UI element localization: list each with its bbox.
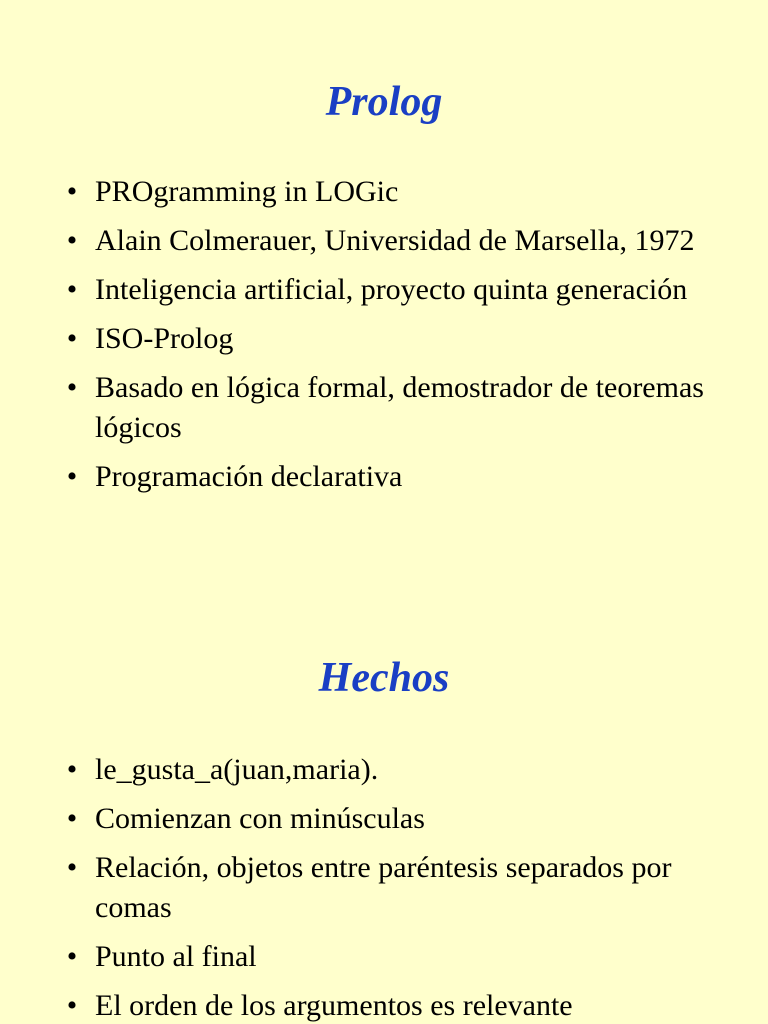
bullet-icon: •	[66, 802, 78, 835]
bullet-icon: •	[66, 940, 78, 973]
bullet-text: Alain Colmerauer, Universidad de Marsella, 1972	[95, 224, 695, 257]
bullet-item	[0, 848, 768, 928]
bullet-icon: •	[66, 175, 78, 208]
bullet-item	[0, 986, 768, 1024]
bullet-item	[0, 221, 768, 261]
bullet-item	[0, 937, 768, 977]
bullet-icon: •	[66, 989, 78, 1022]
bullet-text: Relación, objetos entre paréntesis separados por comas	[95, 851, 672, 924]
bullet-text: Inteligencia artificial, proyecto quinta generación	[95, 273, 688, 306]
bullet-icon: •	[66, 322, 78, 355]
slide-title: Prolog	[325, 79, 443, 125]
bullet-icon: •	[66, 371, 78, 404]
slide-title: Hechos	[318, 655, 450, 701]
slide-hechos	[0, 578, 768, 1024]
bullet-icon: •	[66, 273, 78, 306]
bullet-item	[0, 172, 768, 212]
bullet-item	[0, 319, 768, 359]
bullet-item	[0, 368, 768, 448]
bullet-text: Comienzan con minúsculas	[95, 802, 425, 835]
bullet-list	[0, 172, 768, 506]
bullet-text: El orden de los argumentos es relevante	[95, 989, 573, 1022]
bullet-text: le_gusta_a(juan,maria).	[95, 753, 379, 786]
bullet-icon: •	[66, 460, 78, 493]
bullet-text: ISO-Prolog	[95, 322, 234, 355]
bullet-text: Punto al final	[95, 940, 257, 973]
bullet-item	[0, 750, 768, 790]
bullet-text: Basado en lógica formal, demostrador de teoremas lógicos	[95, 371, 704, 444]
bullet-list	[0, 750, 768, 1024]
bullet-item	[0, 457, 768, 497]
bullet-icon: •	[66, 224, 78, 257]
bullet-icon: •	[66, 753, 78, 786]
bullet-text: PROgramming in LOGic	[95, 175, 399, 208]
bullet-text: Programación declarativa	[95, 460, 403, 493]
bullet-item	[0, 270, 768, 310]
bullet-icon: •	[66, 851, 78, 884]
bullet-item	[0, 799, 768, 839]
